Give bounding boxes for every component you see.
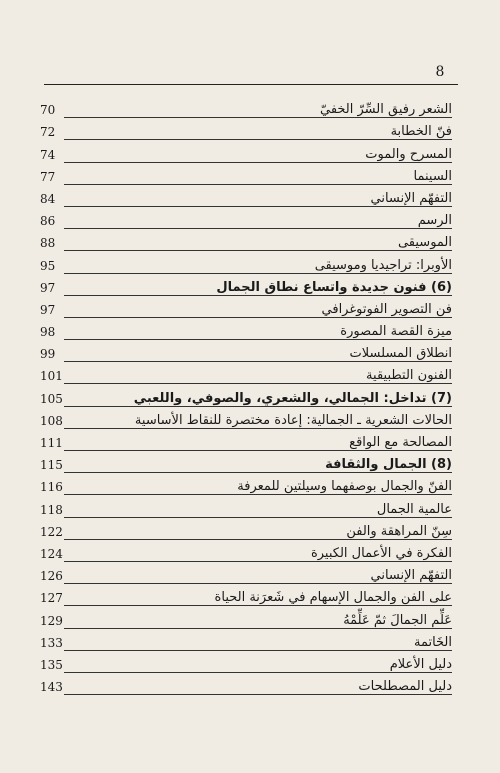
- toc-page-number: 88: [40, 236, 56, 251]
- toc-section-title: الخَاتمة: [411, 635, 452, 650]
- toc-section-title: التفهّم الإنساني: [367, 568, 452, 583]
- toc-page-number: 133: [40, 635, 63, 650]
- toc-section-title: فنّ الخطابة: [388, 124, 452, 139]
- header-rule: [44, 84, 458, 85]
- toc-section-title: الفكرة في الأعمال الكبيرة: [308, 546, 452, 561]
- toc-page-number: 99: [40, 347, 56, 362]
- toc-page-number: 72: [40, 125, 56, 140]
- page-number: 8: [435, 64, 445, 80]
- toc-entry: [40, 453, 452, 475]
- toc-leader-line: [64, 650, 452, 651]
- toc-section-title: ميزة القصة المصورة: [337, 324, 452, 339]
- toc-entry: [40, 386, 452, 408]
- toc-entry: [40, 497, 452, 519]
- toc-section-title: المصالحة مع الواقع: [346, 435, 452, 450]
- toc-leader-line: [64, 539, 452, 540]
- toc-page-number: 97: [40, 302, 56, 317]
- toc-page-number: 116: [40, 480, 63, 495]
- toc-leader-line: [64, 472, 452, 473]
- toc-leader-line: [64, 383, 452, 384]
- toc-leader-line: [64, 139, 452, 140]
- toc-leader-line: [64, 605, 452, 606]
- toc-entry: [40, 298, 452, 320]
- toc-entry: [40, 342, 452, 364]
- toc-leader-line: [64, 206, 452, 207]
- toc-section-title: الحالات الشعرية ـ الجمالية: إعادة مختصرة للنقاط الأساسية: [132, 413, 452, 428]
- toc-page-number: 126: [40, 569, 63, 584]
- toc-section-title: دليل المصطلحات: [355, 679, 452, 694]
- toc-section-title: انطلاق المسلسلات: [347, 346, 452, 361]
- toc-section-title: فن التصوير الفوتوغرافي: [319, 302, 452, 317]
- toc-section-title: سِنّ المراهقة والفن: [343, 524, 452, 539]
- toc-section-title: الفنّ والجمال بوصفهما وسيلتين للمعرفة: [234, 479, 452, 494]
- toc-page-number: 74: [40, 147, 56, 162]
- toc-section-title: على الفن والجمال الإسهام في شَعرَنة الحياة: [212, 590, 452, 605]
- toc-entry: [40, 120, 452, 142]
- toc-page-number: 97: [40, 280, 56, 295]
- toc-page-number: 143: [40, 680, 63, 695]
- toc-page-number: 70: [40, 103, 56, 118]
- toc-entry: [40, 276, 452, 298]
- toc-leader-line: [64, 295, 452, 296]
- toc-entry: [40, 409, 452, 431]
- toc-leader-line: [64, 184, 452, 185]
- toc-page-number: 118: [40, 502, 63, 517]
- toc-entry: [40, 98, 452, 120]
- toc-page-number: 98: [40, 325, 56, 340]
- toc-page-number: 86: [40, 214, 56, 229]
- toc-page-number: 129: [40, 613, 63, 628]
- toc-section-title: دليل الأعلام: [387, 657, 452, 672]
- toc-chapter-title: (6) فنون جديدة واتساع نطاق الجمال: [213, 280, 452, 295]
- toc-entry: [40, 586, 452, 608]
- toc-entry: [40, 542, 452, 564]
- toc-page-number: 111: [40, 436, 63, 450]
- toc-page-number: 122: [40, 524, 63, 539]
- toc-page-number: 115: [40, 458, 63, 473]
- toc-entry: [40, 142, 452, 164]
- toc-page-number: 105: [40, 391, 63, 406]
- toc-leader-line: [64, 628, 452, 629]
- toc-section-title: الفنون التطبيقية: [363, 368, 452, 383]
- toc-entry: [40, 320, 452, 342]
- toc-entry: [40, 187, 452, 209]
- toc-leader-line: [64, 583, 452, 584]
- toc-leader-line: [64, 406, 452, 407]
- toc-page-number: 108: [40, 413, 63, 428]
- toc-section-title: الأوبرا: تراجيديا وموسيقى: [312, 258, 452, 273]
- toc-section-title: عَلِّم الجمالَ ثمّ عَلِّمْهُ: [340, 613, 452, 628]
- toc-leader-line: [64, 317, 452, 318]
- toc-page-number: 84: [40, 191, 56, 206]
- toc-entry: [40, 653, 452, 675]
- toc-entry: [40, 231, 452, 253]
- toc-section-title: عالمية الجمال: [374, 502, 452, 517]
- toc-page-number: 101: [40, 369, 63, 384]
- toc-page-number: 124: [40, 546, 63, 561]
- toc-entry: [40, 431, 452, 453]
- toc-leader-line: [64, 561, 452, 562]
- toc-leader-line: [64, 228, 452, 229]
- toc-leader-line: [64, 494, 452, 495]
- toc-section-title: المسرح والموت: [362, 147, 452, 162]
- toc-entry: [40, 520, 452, 542]
- toc-chapter-title: (8) الجمال والثقافة: [322, 457, 452, 472]
- toc-section-title: الشعر رفيق السِّرّ الخفيّ: [317, 102, 452, 117]
- toc-leader-line: [64, 672, 452, 673]
- toc-leader-line: [64, 273, 452, 274]
- toc-leader-line: [64, 117, 452, 118]
- toc-leader-line: [64, 162, 452, 163]
- toc-entry: [40, 608, 452, 630]
- toc-page-number: 95: [40, 258, 56, 273]
- toc-leader-line: [64, 250, 452, 251]
- toc-leader-line: [64, 361, 452, 362]
- toc-entry: [40, 564, 452, 586]
- toc-page-number: 135: [40, 657, 63, 672]
- toc-leader-line: [64, 428, 452, 429]
- toc-section-title: الموسيقى: [395, 235, 452, 250]
- toc-section-title: التفهّم الإنساني: [367, 191, 452, 206]
- toc-leader-line: [64, 517, 452, 518]
- toc-section-title: الرسم: [415, 213, 452, 228]
- toc-entry: [40, 631, 452, 653]
- table-of-contents: [40, 98, 452, 697]
- toc-entry: [40, 675, 452, 697]
- toc-leader-line: [64, 450, 452, 451]
- toc-page-number: 127: [40, 591, 63, 606]
- toc-page-number: 77: [40, 169, 56, 184]
- toc-entry: [40, 364, 452, 386]
- toc-leader-line: [64, 339, 452, 340]
- toc-entry: [40, 165, 452, 187]
- toc-entry: [40, 253, 452, 275]
- toc-entry: [40, 475, 452, 497]
- toc-section-title: السينما: [411, 169, 453, 184]
- toc-leader-line: [64, 694, 452, 695]
- toc-chapter-title: (7) تداخل: الجمالي، والشعري، والصوفي، واللعبي: [131, 391, 452, 406]
- toc-entry: [40, 209, 452, 231]
